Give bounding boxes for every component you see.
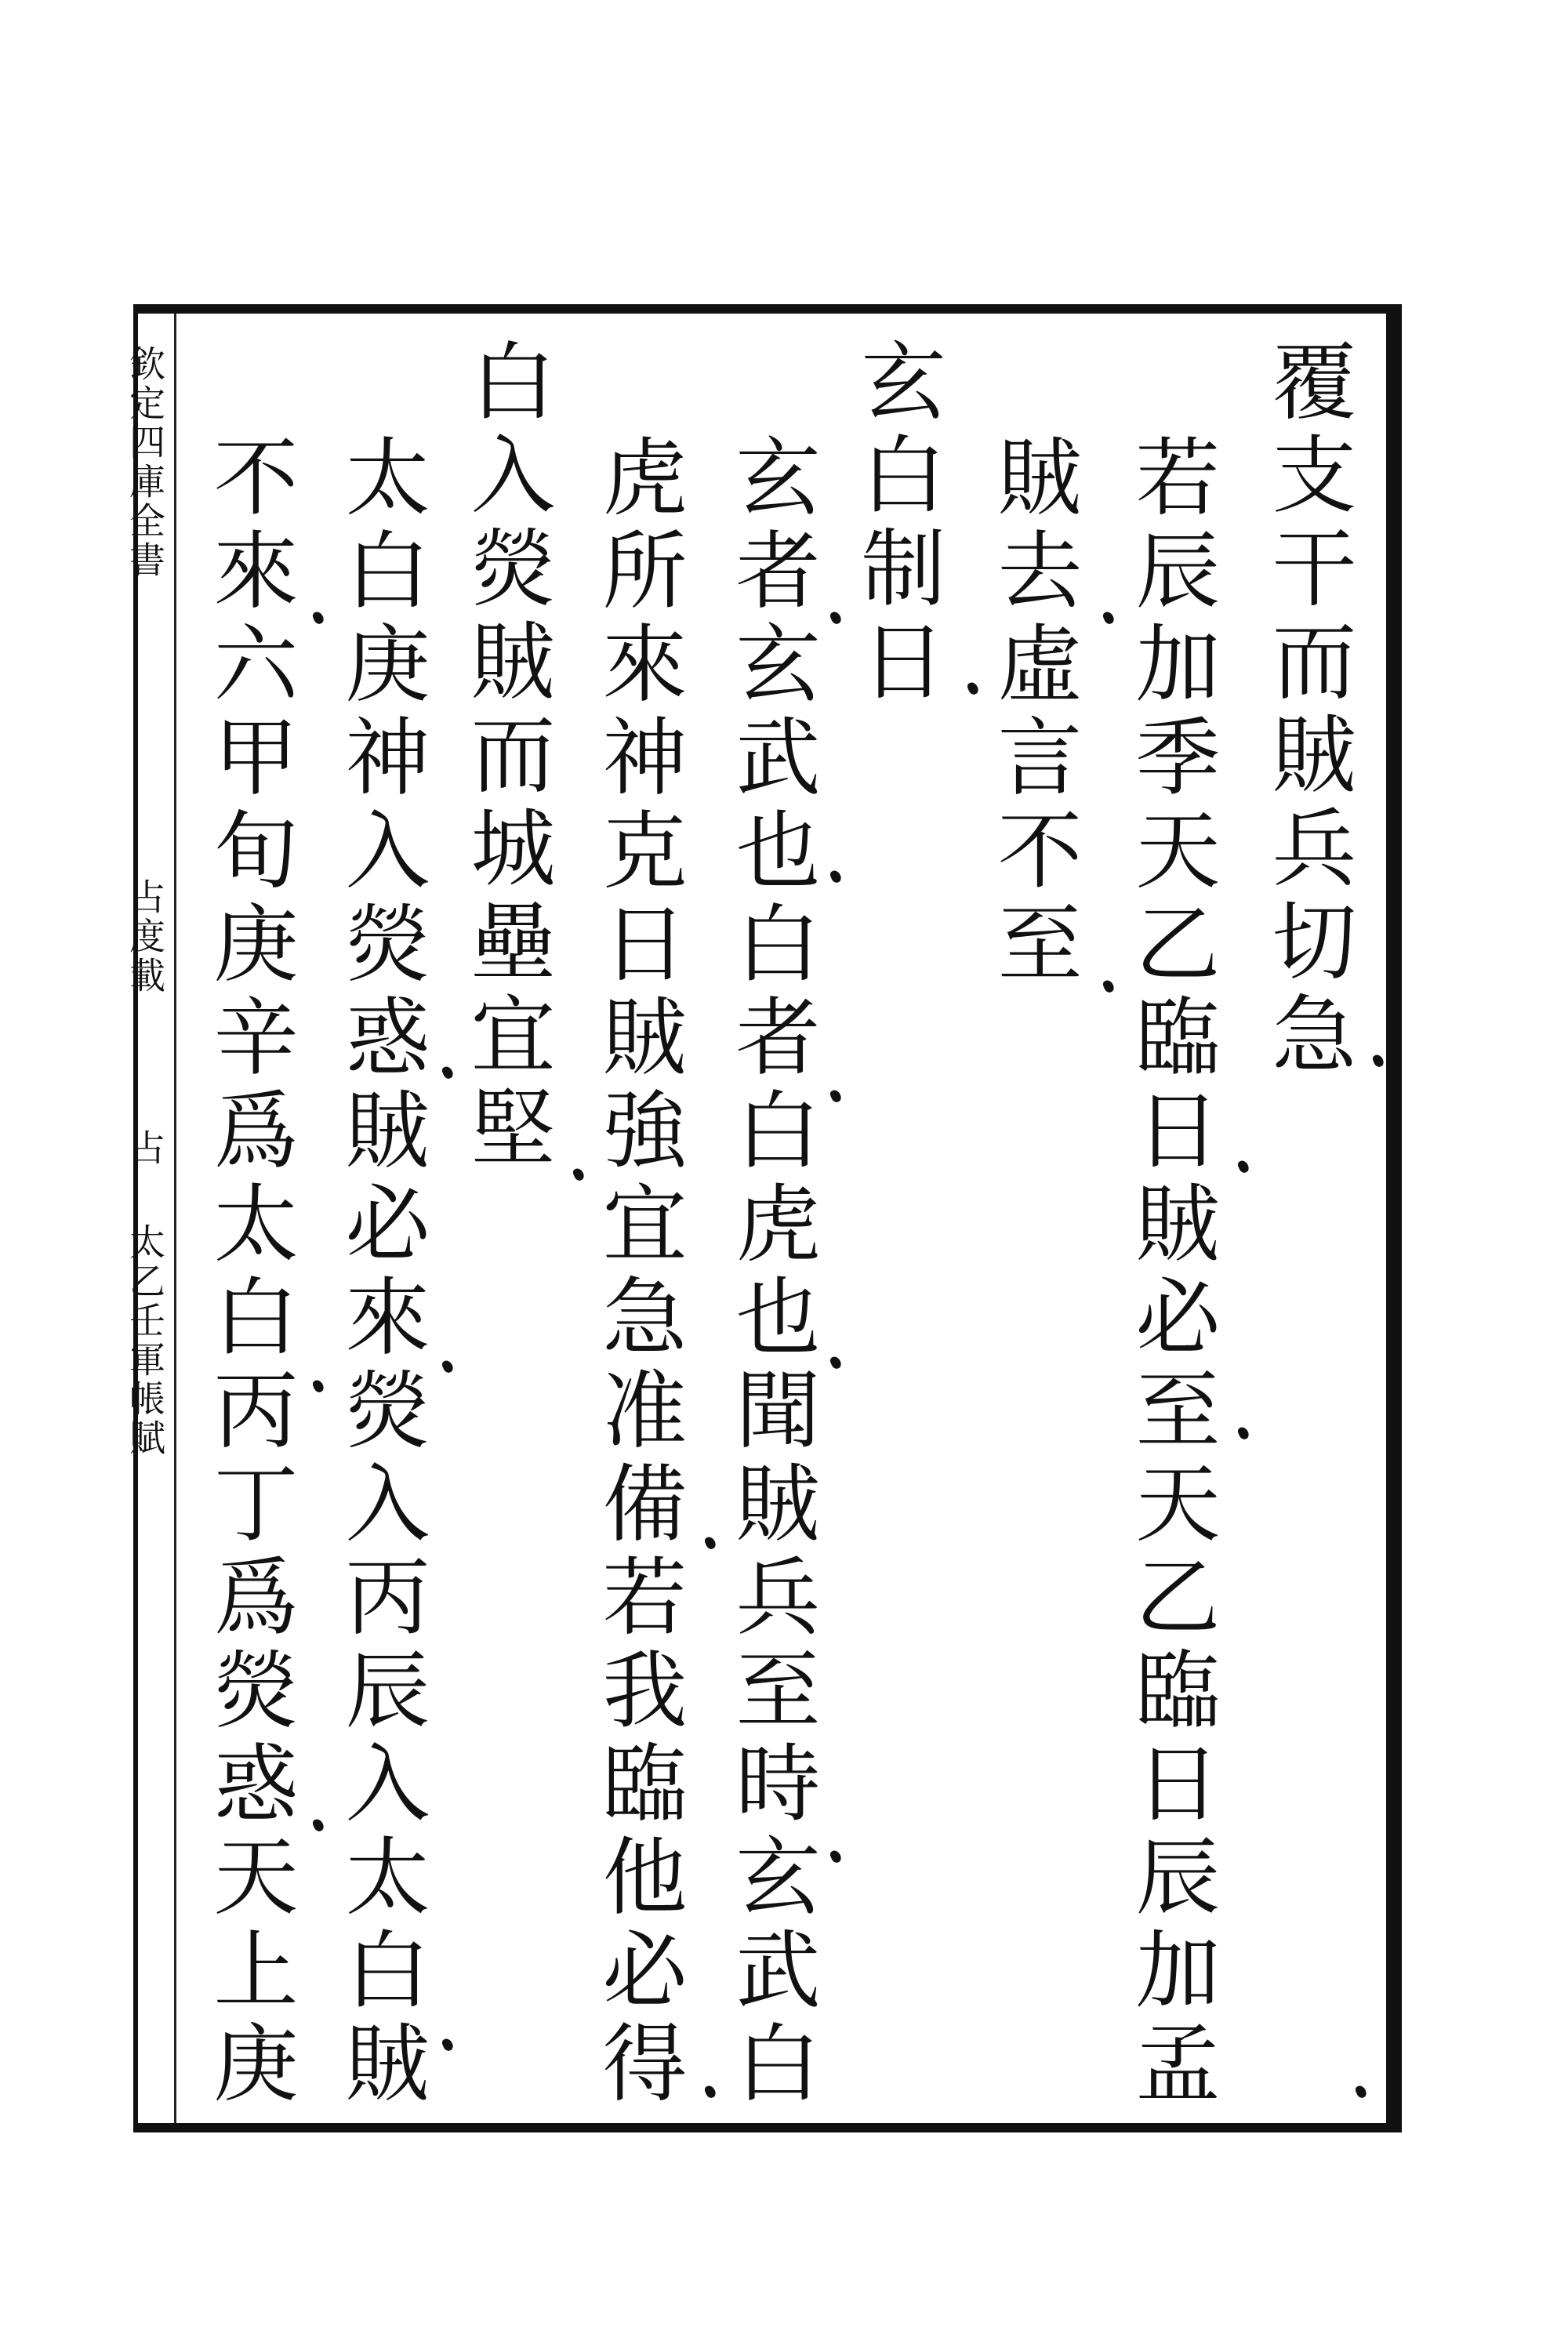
text-column-4: 玄白制日 — [847, 337, 945, 710]
margin-middle-text: 占度載 — [124, 878, 166, 996]
margin-left-text: 欽定四庫全書 — [124, 345, 166, 580]
punctuation-dot — [311, 610, 325, 626]
frame-border-bottom — [133, 2123, 1402, 2132]
punctuation-dot — [829, 1355, 843, 1370]
punctuation-dot — [311, 1817, 325, 1833]
text-column-6: 虎所來神克日賊強宜急准備若我臨他必得 — [588, 433, 686, 2112]
text-column-3: 賊去虛言不至 — [983, 433, 1081, 993]
punctuation-dot — [1102, 610, 1116, 626]
punctuation-dot — [441, 2037, 455, 2053]
punctuation-dot — [829, 1849, 843, 1864]
punctuation-dot — [829, 610, 843, 626]
punctuation-dot — [1236, 1159, 1250, 1174]
punctuation-dot — [966, 681, 980, 696]
punctuation-dot — [1371, 1053, 1385, 1069]
text-column-7: 白入熒賊而城壘宜堅 — [456, 337, 554, 1177]
punctuation-dot — [829, 1088, 843, 1104]
text-column-2: 若辰加季天乙臨日賊必至天乙臨日辰加孟 — [1121, 433, 1219, 2112]
frame-inner-rule — [174, 314, 176, 2123]
punctuation-dot — [1102, 978, 1116, 994]
text-column-5: 玄者玄武也白者白虎也聞賊兵至時玄武白 — [721, 433, 819, 2112]
punctuation-dot — [703, 2084, 717, 2100]
punctuation-dot — [572, 1167, 586, 1182]
punctuation-dot — [703, 1535, 717, 1551]
margin-section-text: 占 — [124, 1129, 166, 1168]
punctuation-dot — [441, 1359, 455, 1374]
punctuation-dot — [1354, 2084, 1368, 2100]
frame-border-top — [133, 304, 1402, 314]
margin-title-text: 太乙壬軍帳賦 — [124, 1223, 166, 1458]
text-column-1: 覆支干而賊兵切急 — [1258, 337, 1356, 1083]
punctuation-dot — [311, 1378, 325, 1394]
frame-border-right — [1386, 304, 1402, 2132]
text-column-8: 太白庚神入熒惑賊必來熒入丙辰入太白賊 — [331, 433, 429, 2112]
punctuation-dot — [1236, 1425, 1250, 1441]
text-column-9: 不來六甲旬庚辛爲太白丙丁爲熒惑天上庚 — [199, 433, 297, 2112]
punctuation-dot — [441, 1065, 455, 1080]
punctuation-dot — [829, 869, 843, 884]
